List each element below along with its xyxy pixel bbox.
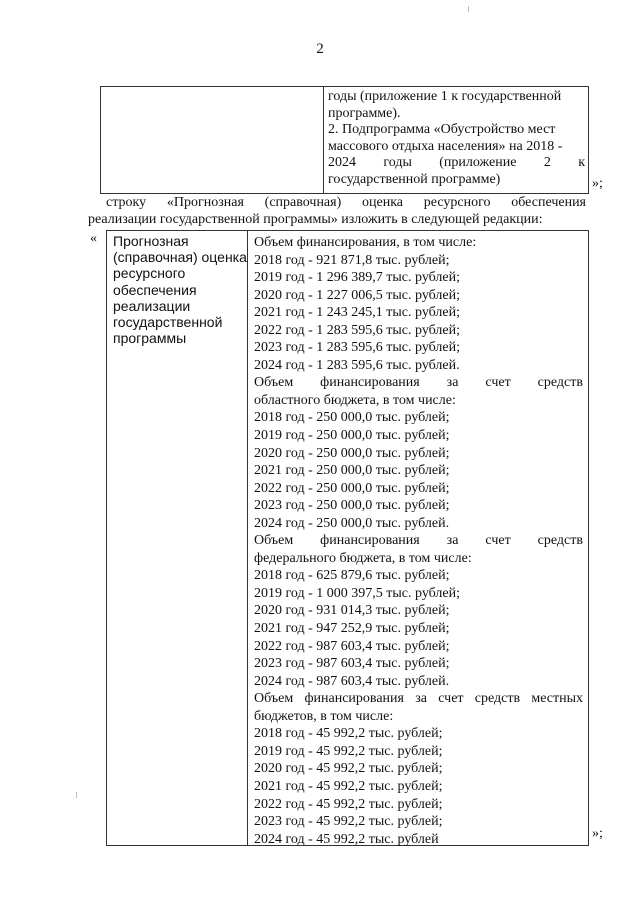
text-line: бюджетов, в том числе: (254, 708, 394, 724)
text-line: 2020 год - 1 227 006,5 тыс. рублей; (254, 287, 461, 303)
text-line: 2021 год - 1 243 245,1 тыс. рублей; (254, 305, 461, 321)
text-line: 2020 год - 250 000,0 тыс. рублей; (254, 445, 450, 461)
text-line: 2020 год - 931 014,3 тыс. рублей; (254, 603, 450, 619)
top-table (100, 86, 589, 194)
text-line: государственной программе) (328, 171, 501, 187)
text-line: 2022 год - 250 000,0 тыс. рублей; (254, 480, 450, 496)
text-line: 2018 год - 921 871,8 тыс. рублей; (254, 252, 450, 268)
opening-quote-mark: « (90, 231, 97, 246)
text-line: массового отдыха населения» на 2018 - (328, 138, 563, 154)
row-value-cell (254, 234, 583, 848)
page-number: 2 (316, 41, 324, 57)
text-line: программе). (328, 105, 401, 121)
text-line: областного бюджета, в том числе: (254, 392, 456, 408)
text-line: программы (113, 330, 187, 347)
text-line: Объем финансирования за счет средств (254, 533, 583, 549)
text-line: 2019 год - 1 000 397,5 тыс. рублей; (254, 585, 461, 601)
closing-quote-mark: »; (592, 826, 603, 841)
text-line: 2020 год - 45 992,2 тыс. рублей; (254, 761, 443, 777)
text-line: (справочная) оценка (113, 249, 247, 266)
top-table-cell (328, 89, 585, 188)
intro-line: строку «Прогнозная (справочная) оценка ресурсного обеспечения (106, 195, 586, 210)
text-line: государственной (113, 314, 223, 331)
text-line: Объем финансирования за счет средств местных (254, 691, 583, 707)
text-line: 2024 год - 987 603,4 тыс. рублей. (254, 673, 450, 689)
text-line: 2. Подпрограмма «Обустройство мест (328, 122, 556, 137)
table-divider (247, 231, 248, 845)
text-line: 2024 годы (приложение 2 к (328, 155, 585, 170)
text-line: 2024 год - 1 283 595,6 тыс. рублей. (254, 357, 460, 373)
text-line: 2023 год - 250 000,0 тыс. рублей; (254, 498, 450, 514)
intro-line: реализации государственной программы» изложить в следующей редакции: (88, 212, 543, 227)
text-line: ресурсного (113, 265, 186, 282)
text-line: 2022 год - 45 992,2 тыс. рублей; (254, 796, 443, 812)
table-divider (323, 87, 324, 193)
text-line: Прогнозная (113, 233, 189, 249)
text-line: 2021 год - 947 252,9 тыс. рублей; (254, 621, 450, 637)
text-line: 2021 год - 45 992,2 тыс. рублей; (254, 778, 443, 794)
text-line: 2018 год - 625 879,6 тыс. рублей; (254, 568, 450, 584)
text-line: обеспечения (113, 281, 197, 298)
text-line: 2022 год - 1 283 595,6 тыс. рублей; (254, 322, 461, 338)
text-line: 2019 год - 1 296 389,7 тыс. рублей; (254, 270, 461, 286)
resource-table (106, 230, 589, 846)
text-line: Объем финансирования, в том числе: (254, 235, 477, 250)
scan-artifact (468, 6, 469, 12)
text-line: годы (приложение 1 к государственной (328, 89, 562, 104)
text-line: 2019 год - 45 992,2 тыс. рублей; (254, 743, 443, 759)
text-line: 2022 год - 987 603,4 тыс. рублей; (254, 638, 450, 654)
text-line: федерального бюджета, в том числе: (254, 550, 472, 566)
row-label-cell (113, 233, 245, 346)
text-line: Объем финансирования за счет средств (254, 375, 583, 391)
text-line: 2024 год - 250 000,0 тыс. рублей. (254, 515, 450, 531)
text-line: 2023 год - 1 283 595,6 тыс. рублей; (254, 340, 461, 356)
text-line: 2019 год - 250 000,0 тыс. рублей; (254, 428, 450, 444)
scan-artifact (76, 792, 77, 798)
text-line: 2023 год - 987 603,4 тыс. рублей; (254, 656, 450, 672)
text-line: 2018 год - 250 000,0 тыс. рублей; (254, 410, 450, 426)
text-line: 2023 год - 45 992,2 тыс. рублей; (254, 814, 443, 830)
text-line: 2021 год - 250 000,0 тыс. рублей; (254, 463, 450, 479)
closing-quote-mark: »; (592, 176, 603, 191)
text-line: 2018 год - 45 992,2 тыс. рублей; (254, 726, 443, 742)
text-line: реализации (113, 297, 191, 314)
text-line: 2024 год - 45 992,2 тыс. рублей (254, 831, 439, 847)
